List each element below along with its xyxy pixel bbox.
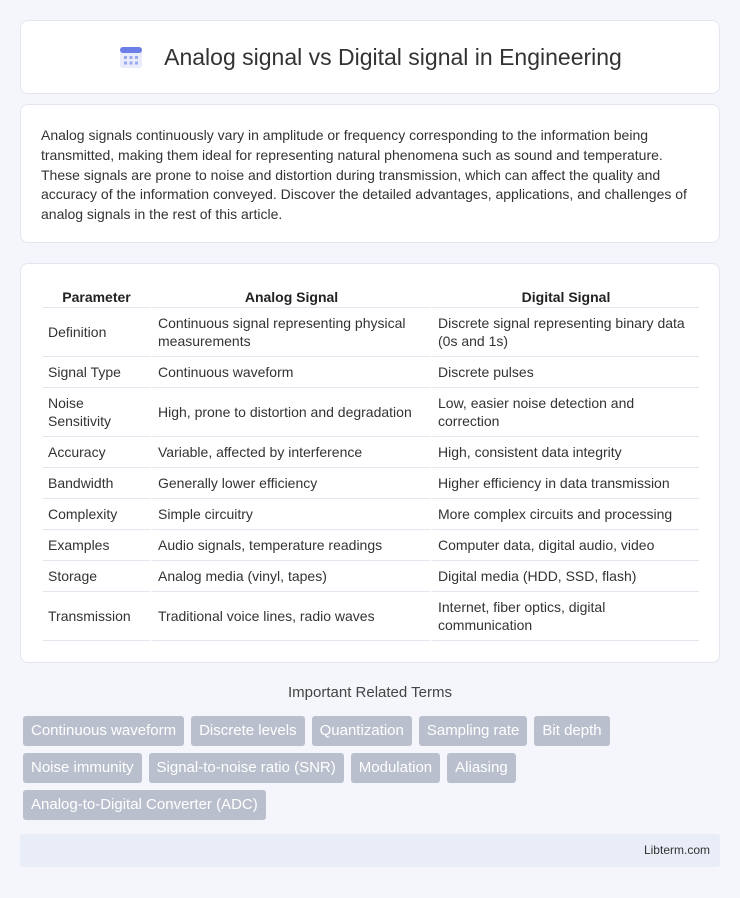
tag-adc[interactable]: Analog-to-Digital Converter (ADC) — [23, 790, 266, 820]
table-header-row — [43, 286, 699, 308]
column-header-parameter: Parameter — [43, 286, 150, 308]
tag-snr[interactable]: Signal-to-noise ratio (SNR) — [149, 753, 344, 783]
tag-quantization[interactable]: Quantization — [312, 716, 412, 746]
intro-text: Analog signals continuously vary in amplitude or frequency corresponding to the information being transmitted, making them ideal for representing natural phenomena such as sound and temperature. These signals are prone to noise and distortion during transmission, which can affect the quality and accuracy of the information conveyed. Discover the detailed advantages, applications, and challenges of analog signals in the rest of this article. — [41, 127, 687, 223]
related-terms-title: Important Related Terms — [288, 684, 452, 701]
table-cell: Discrete pulses — [430, 357, 699, 388]
table-cell: Higher efficiency in data transmission — [430, 468, 699, 499]
table-cell: Generally lower efficiency — [150, 468, 430, 499]
footer — [20, 834, 720, 867]
table-cell: Continuous signal representing physical measurements — [150, 308, 430, 357]
tag-row — [23, 753, 723, 783]
table-row — [43, 592, 699, 641]
table-row — [43, 388, 699, 437]
table-cell: Examples — [43, 530, 150, 561]
tag-modulation[interactable]: Modulation — [351, 753, 440, 783]
footer-site-link[interactable]: Libterm.com — [643, 843, 710, 857]
tag-noise-immunity[interactable]: Noise immunity — [23, 753, 142, 783]
table-cell: High, prone to distortion and degradation — [150, 388, 430, 437]
table-row — [43, 530, 699, 561]
table-cell: Computer data, digital audio, video — [430, 530, 699, 561]
table-cell: High, consistent data integrity — [430, 437, 699, 468]
column-header-digital: Digital Signal — [430, 286, 699, 308]
tag-row — [23, 790, 723, 820]
table-cell: Storage — [43, 561, 150, 592]
header-card — [20, 20, 720, 94]
table-cell: Low, easier noise detection and correction — [430, 388, 699, 437]
comparison-card — [20, 263, 720, 663]
table-cell: Analog media (vinyl, tapes) — [150, 561, 430, 592]
table-row — [43, 357, 699, 388]
tag-sampling-rate[interactable]: Sampling rate — [419, 716, 528, 746]
table-cell: Variable, affected by interference — [150, 437, 430, 468]
column-header-analog: Analog Signal — [150, 286, 430, 308]
table-cell: Noise Sensitivity — [43, 388, 150, 437]
related-terms-list — [23, 716, 723, 827]
table-cell: Discrete signal representing binary data (0s and 1s) — [430, 308, 699, 357]
table-cell: Digital media (HDD, SSD, flash) — [430, 561, 699, 592]
tag-continuous-waveform[interactable]: Continuous waveform — [23, 716, 184, 746]
page-title: Analog signal vs Digital signal in Engineering — [164, 43, 622, 70]
table-cell: Traditional voice lines, radio waves — [150, 592, 430, 641]
table-cell: Accuracy — [43, 437, 150, 468]
table-row — [43, 561, 699, 592]
table-cell: Audio signals, temperature readings — [150, 530, 430, 561]
table-row — [43, 308, 699, 357]
table-cell: Internet, fiber optics, digital communication — [430, 592, 699, 641]
table-row — [43, 437, 699, 468]
calendar-grid-icon — [118, 44, 144, 70]
table-cell: Bandwidth — [43, 468, 150, 499]
table-cell: Signal Type — [43, 357, 150, 388]
tag-bit-depth[interactable]: Bit depth — [534, 716, 609, 746]
table-row — [43, 468, 699, 499]
comparison-table — [43, 286, 699, 641]
intro-card — [20, 104, 720, 243]
table-cell: Transmission — [43, 592, 150, 641]
table-cell: Definition — [43, 308, 150, 357]
table-cell: Continuous waveform — [150, 357, 430, 388]
tag-row — [23, 716, 723, 746]
table-row — [43, 499, 699, 530]
tag-aliasing[interactable]: Aliasing — [447, 753, 516, 783]
table-cell: Complexity — [43, 499, 150, 530]
table-cell: Simple circuitry — [150, 499, 430, 530]
table-cell: More complex circuits and processing — [430, 499, 699, 530]
tag-discrete-levels[interactable]: Discrete levels — [191, 716, 305, 746]
